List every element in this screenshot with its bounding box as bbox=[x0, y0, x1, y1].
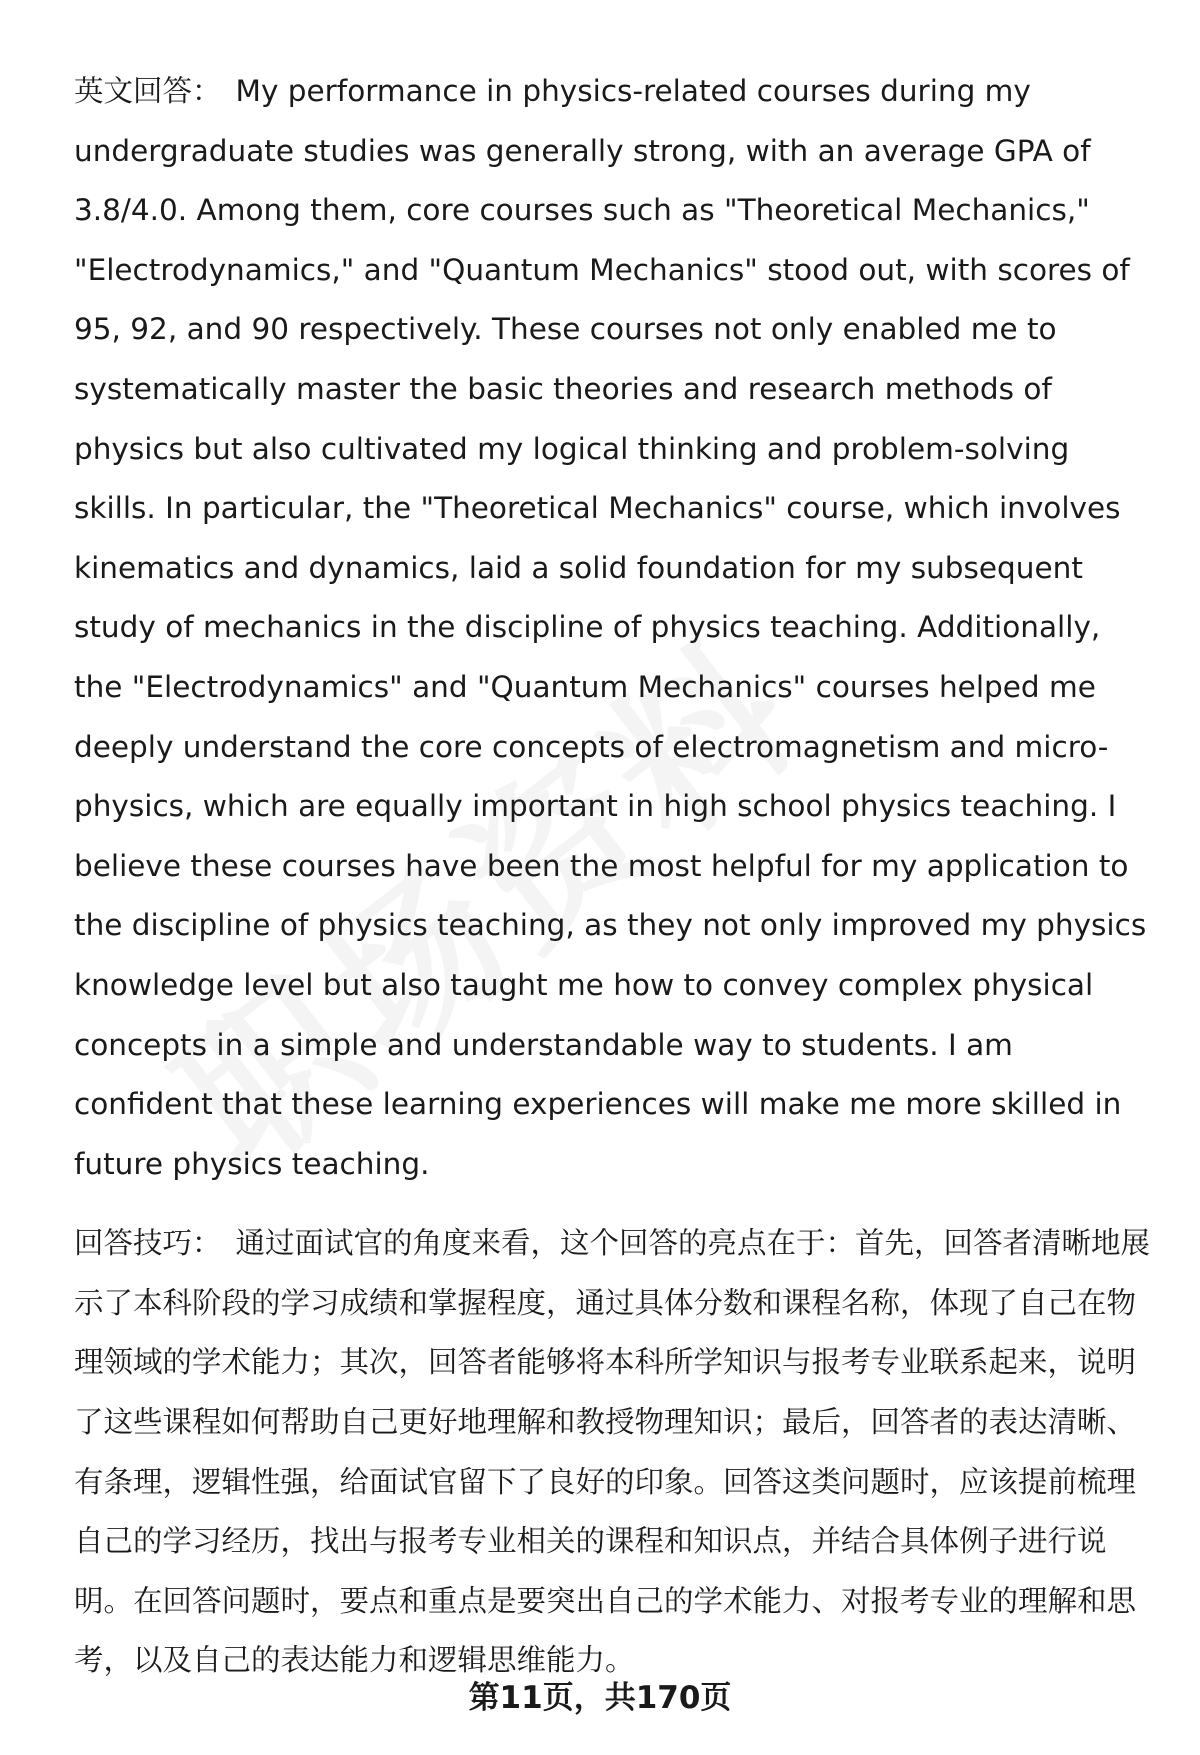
page-number: 第11页，共170页 bbox=[468, 1680, 732, 1716]
answer-tips-label: 回答技巧： bbox=[74, 1226, 222, 1261]
english-answer-text: My performance in physics-related courses during my undergraduate studies was generally strong, with an average GPA of 3.8/4.0. Among them, core courses such as "Theoretical Mechanics," "Electrodynamics," and "Quantum Mechanics" stood out, with scores of 95, 92, and 90 respectively. These courses not only enabled me to systematically master the basic theories and research methods of physics but also cultivated my logical thinking and problem-solving skills. In particular, the "Theoretical Mechanics" course, which involves kinematics and dynamics, laid a solid foundation for my subsequent study of mechanics in the discipline of physics teaching. Additionally, the "Electrodynamics" and "Quantum Mechanics" courses helped me deeply understand the core concepts of electromagnetism and micro-physics, which are equally important in high school physics teaching. I believe these courses have been the most helpful for my application to the discipline of physics teaching, as they not only improved my physics knowledge level but also taught me how to convey complex physical concepts in a simple and understandable way to students. I am confident that these learning experiences will make me more skilled in future physics teaching. bbox=[74, 74, 1147, 1181]
english-answer-label: 英文回答： bbox=[74, 74, 222, 108]
answer-tips-text: 通过面试官的角度来看，这个回答的亮点在于：首先，回答者清晰地展示了本科阶段的学习成绩和掌握程度，通过具体分数和课程名称，体现了自己在物理领域的学术能力；其次，回答者能够将本科所学知识与报考专业联系起来，说明了这些课程如何帮助自己更好地理解和教授物理知识；最后，回答者的表达清晰、有条理，逻辑性强，给面试官留下了良好的印象。回答这类问题时，应该提前梳理自己的学习经历，找出与报考专业相关的课程和知识点，并结合具体例子进行说明。在回答问题时，要点和重点是要突出自己的学术能力、对报考专业的理解和思考，以及自己的表达能力和逻辑思维能力。 bbox=[74, 1226, 1151, 1678]
answer-tips-paragraph bbox=[74, 1214, 1154, 1691]
page-content bbox=[74, 62, 1154, 1691]
english-answer-paragraph bbox=[74, 62, 1154, 1194]
